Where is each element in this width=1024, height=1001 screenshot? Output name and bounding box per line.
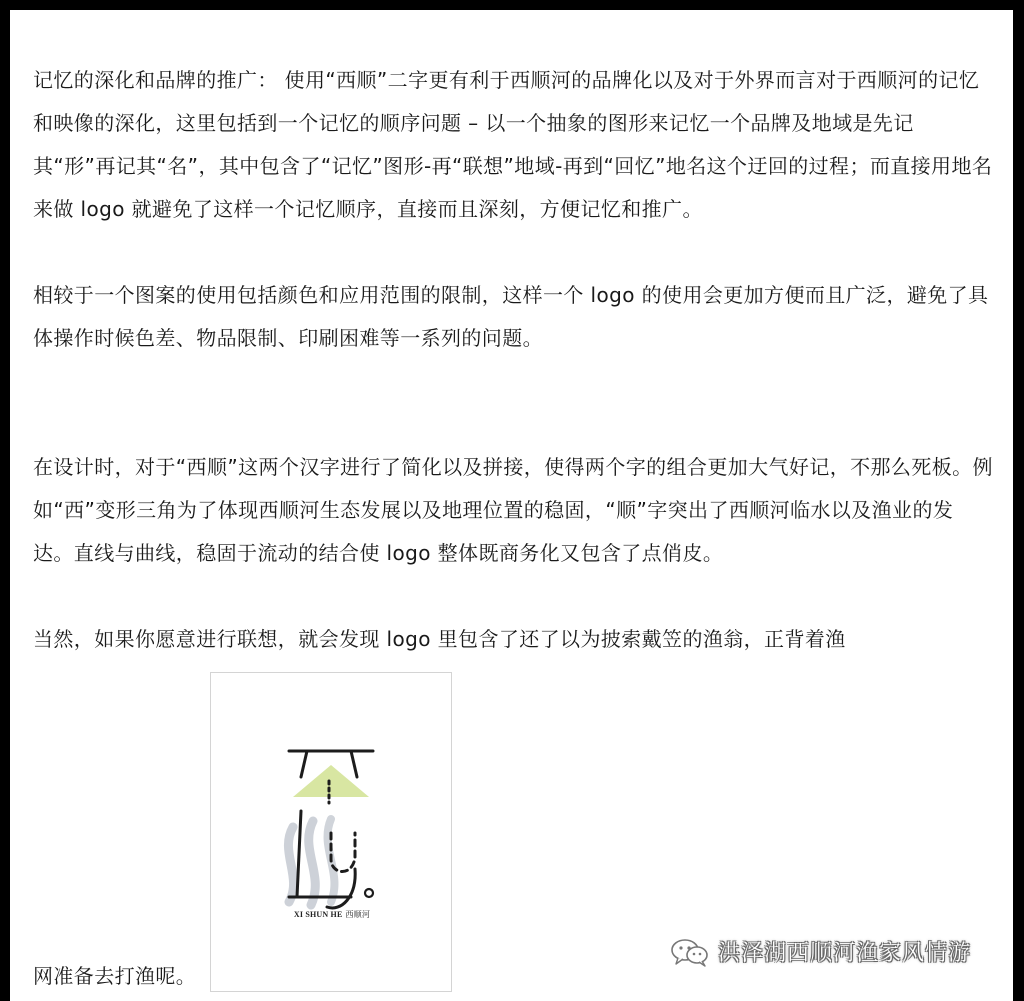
wechat-watermark xyxy=(670,936,971,967)
paragraph-usage-range: 相较于一个图案的使用包括颜色和应用范围的限制，这样一个 logo 的使用会更加方便而且广泛，避免了具体操作时候色差、物品限制、印刷困难等一系列的问题。 xyxy=(33,283,989,350)
paragraph-memory-branding: 记忆的深化和品牌的推广： 使用“西顺”二字更有利于西顺河的品牌化以及对于外界而言对于西顺河的记忆和映像的深化，这里包括到一个记忆的顺序问题 – 以一个抽象的图形来记忆一个品牌及地域是先记其“形”再记其“名”，其中包含了“记忆”图形-再“联想”地域-再到“回忆”地名这个迂回的过程；而直接用地名来做 logo 就避免了这样一个记忆顺序，直接而且深刻，方便记忆和推广。 xyxy=(33,68,993,221)
paragraph-design-description: 在设计时，对于“西顺”这两个汉字进行了简化以及拼接，使得两个字的组合更加大气好记，不那么死板。例如“西”变形三角为了体现西顺河生态发展以及地理位置的稳固，“顺”字突出了西顺河临水以及渔业的发达。直线与曲线，稳固于流动的结合使 logo 整体既商务化又包含了点俏皮。 xyxy=(33,455,993,565)
watermark-account-name: 洪泽湖西顺河渔家风情游 xyxy=(718,941,972,966)
logo-caption-latin: XI SHUN HE xyxy=(293,910,343,919)
logo-caption xyxy=(211,909,453,920)
paragraph-fisherman-continuation: 网准备去打渔呢。 xyxy=(33,964,197,988)
logo-caption-chinese: 西顺河 xyxy=(345,910,371,919)
paragraph-fisherman-association: 当然，如果你愿意进行联想，就会发现 logo 里包含了还了以为披索戴笠的渔翁，正背着渔 xyxy=(33,627,846,651)
wechat-icon xyxy=(670,937,710,967)
logo-image xyxy=(210,672,452,992)
xishunhe-logo-icon xyxy=(271,737,391,927)
document-page xyxy=(10,10,1013,1001)
